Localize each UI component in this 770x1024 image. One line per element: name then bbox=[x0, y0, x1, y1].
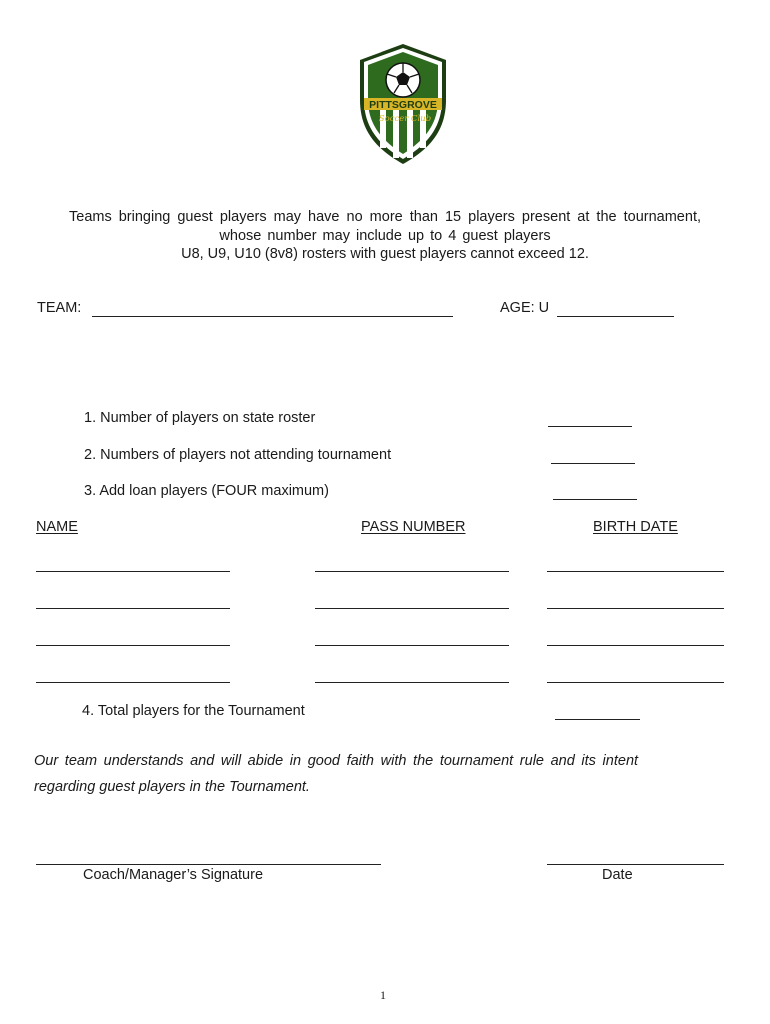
loan-name-field[interactable] bbox=[36, 645, 230, 646]
svg-text:Soccer Club: Soccer Club bbox=[378, 114, 432, 124]
loan-pass-field[interactable] bbox=[315, 645, 509, 646]
club-crest-logo bbox=[350, 42, 456, 166]
loan-pass-field[interactable] bbox=[315, 571, 509, 572]
state-roster-field[interactable] bbox=[548, 426, 632, 427]
loan-pass-field[interactable] bbox=[315, 608, 509, 609]
intro-line-3: U8, U9, U10 (8v8) rosters with guest players cannot exceed 12. bbox=[181, 246, 589, 262]
commitment-statement bbox=[34, 748, 704, 800]
crest-shield bbox=[350, 42, 456, 166]
loan-birth-field[interactable] bbox=[547, 608, 724, 609]
page-number: 1 bbox=[380, 988, 386, 1002]
commitment-line-1: Our team understands and will abide in good faith with the tournament rule and its intent bbox=[34, 753, 639, 769]
loan-players-field[interactable] bbox=[553, 499, 637, 500]
loan-birth-field[interactable] bbox=[547, 571, 724, 572]
item-loan-players: 3. Add loan players (FOUR maximum) bbox=[84, 483, 329, 499]
not-attending-field[interactable] bbox=[551, 463, 635, 464]
intro-text bbox=[30, 208, 740, 264]
item-state-roster: 1. Number of players on state roster bbox=[84, 410, 316, 426]
total-players-field[interactable] bbox=[555, 719, 640, 720]
age-field[interactable] bbox=[557, 316, 674, 317]
loan-pass-field[interactable] bbox=[315, 682, 509, 683]
item-not-attending: 2. Numbers of players not attending tournament bbox=[84, 447, 392, 463]
column-header-pass-number: PASS NUMBER bbox=[361, 519, 466, 535]
team-label: TEAM: bbox=[37, 300, 82, 316]
item-total-players: 4. Total players for the Tournament bbox=[82, 703, 305, 719]
svg-text:PITTSGROVE: PITTSGROVE bbox=[369, 99, 437, 111]
column-header-name: NAME bbox=[36, 519, 78, 535]
coach-signature-label: Coach/Manager’s Signature bbox=[83, 867, 264, 883]
date-label: Date bbox=[602, 867, 633, 883]
loan-name-field[interactable] bbox=[36, 571, 230, 572]
loan-birth-field[interactable] bbox=[547, 645, 724, 646]
loan-name-field[interactable] bbox=[36, 682, 230, 683]
loan-name-field[interactable] bbox=[36, 608, 230, 609]
column-header-birth-date: BIRTH DATE bbox=[593, 519, 678, 535]
loan-birth-field[interactable] bbox=[547, 682, 724, 683]
date-field[interactable] bbox=[547, 864, 724, 865]
commitment-line-2: regarding guest players in the Tournament. bbox=[34, 779, 310, 795]
intro-line-2: whose number may include up to 4 guest players bbox=[219, 227, 551, 244]
team-field[interactable] bbox=[92, 316, 453, 317]
age-label: AGE: U bbox=[500, 300, 550, 316]
intro-line-1: Teams bringing guest players may have no more than 15 players present at the tournament, bbox=[69, 209, 701, 225]
coach-signature-field[interactable] bbox=[36, 864, 381, 865]
